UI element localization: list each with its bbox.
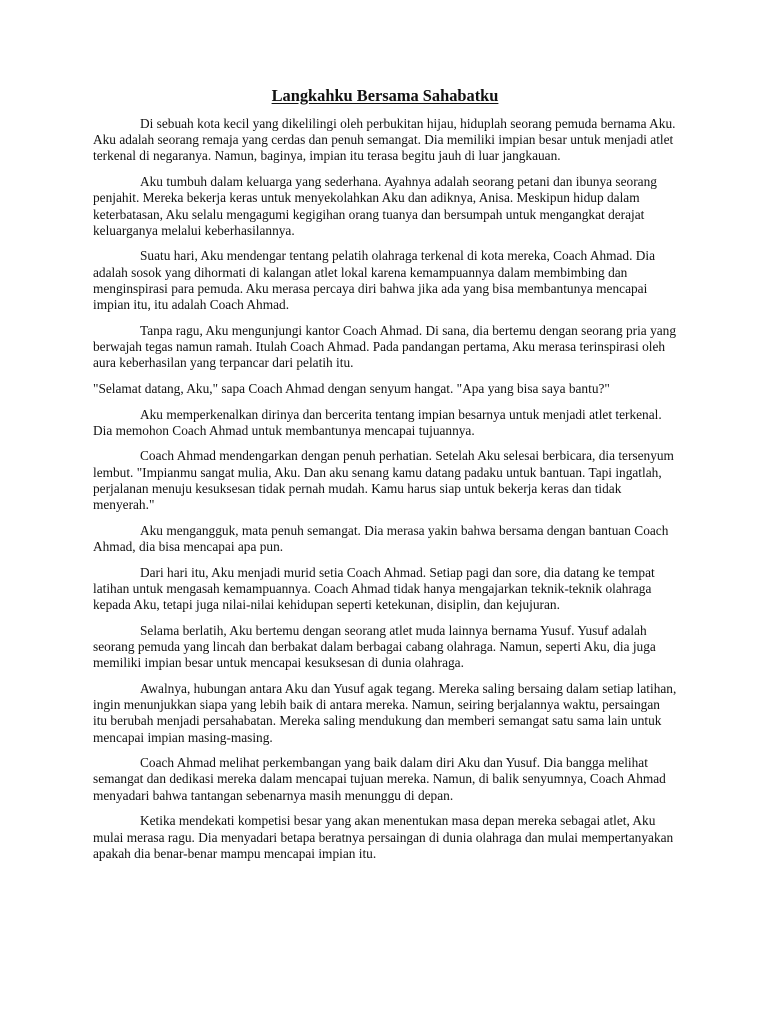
paragraph-11: Awalnya, hubungan antara Aku dan Yusuf agak tegang. Mereka saling bersaing dalam setiap latihan, ingin menunjukkan siapa yang lebih baik di antara mereka. Namun, seiring berjalannya waktu, persaingan itu berubah menjadi persahabatan. Mereka saling mendukung dan memberi semangat satu sama lain untuk mencapai impian masing-masing. [93,680,677,745]
paragraph-10: Selama berlatih, Aku bertemu dengan seorang atlet muda lainnya bernama Yusuf. Yusuf adalah seorang pemuda yang lincah dan berbakat dalam berbagai cabang olahraga. Namun, seperti Aku, dia juga memiliki impian besar untuk mencapai kesuksesan di dunia olahraga. [93,622,656,671]
paragraph-4: Tanpa ragu, Aku mengunjungi kantor Coach Ahmad. Di sana, dia bertemu dengan seorang pria yang berwajah tegas namun ramah. Itulah Coach Ahmad. Pada pandangan pertama, Aku merasa terinspirasi oleh aura keberhasilan yang terpancar dari pelatih itu. [93,322,677,371]
paragraph-13: Ketika mendekati kompetisi besar yang akan menentukan masa depan mereka sebagai atlet, Aku mulai merasa ragu. Dia menyadari betapa beratnya persaingan di dunia olahraga dan mulai mempertanyakan apakah dia benar-benar mampu mencapai impian itu. [93,813,674,861]
paragraph-2: Aku tumbuh dalam keluarga yang sederhana. Ayahnya adalah seorang petani dan ibunya seorang penjahit. Mereka bekerja keras untuk menyekolahkan Aku dan adiknya, Anisa. Meskipun hidup dalam keterbatasan, Aku selalu mengagumi kegigihan orang tuanya dan bersumpah untuk mengangkat derajat keluarganya melalui keberhasilannya. [93,174,657,238]
paragraph-6: Aku memperkenalkan dirinya dan bercerita tentang impian besarnya untuk menjadi atlet terkenal. Dia memohon Coach Ahmad untuk membantunya mencapai tujuannya. [93,406,662,438]
document-title: Langkahku Bersama Sahabatku [271,86,499,105]
document-page [93,86,677,871]
paragraph-7: Coach Ahmad mendengarkan dengan penuh perhatian. Setelah Aku selesai berbicara, dia tersenyum lembut. "Impianmu sangat mulia, Aku. Dan aku senang kamu datang padaku untuk bantuan. Tapi ingatlah, perjalanan menuju kesuksesan tidak pernah mudah. Kamu harus siap untuk bekerja keras dan tidak menyerah." [93,448,674,513]
paragraph-1: Di sebuah kota kecil yang dikelilingi oleh perbukitan hijau, hiduplah seorang pemuda bernama Aku. Aku adalah seorang remaja yang cerdas dan penuh semangat. Dia memiliki impian besar untuk menjadi atlet terkenal di negaranya. Namun, baginya, impian itu terasa begitu jauh di luar jangkauan. [93,116,676,164]
paragraph-12: Coach Ahmad melihat perkembangan yang baik dalam diri Aku dan Yusuf. Dia bangga melihat semangat dan dedikasi mereka dalam mencapai tujuan mereka. Namun, di balik senyumnya, Coach Ahmad menyadari bahwa tantangan sebenarnya masih menunggu di depan. [93,755,666,803]
paragraph-3: Suatu hari, Aku mendengar tentang pelatih olahraga terkenal di kota mereka, Coach Ahmad. Dia adalah sosok yang dihormati di kalangan atlet lokal karena kemampuannya dalam membimbing dan menginspirasi para pemuda. Aku merasa percaya diri bahwa jika ada yang bisa membantunya mencapai impian itu, itu adalah Coach Ahmad. [93,248,656,313]
paragraph-8: Aku mengangguk, mata penuh semangat. Dia merasa yakin bahwa bersama dengan bantuan Coach Ahmad, dia bisa mencapai apa pun. [93,522,669,554]
paragraph-5: "Selamat datang, Aku," sapa Coach Ahmad dengan senyum hangat. "Apa yang bisa saya bantu?" [93,380,610,396]
paragraph-9: Dari hari itu, Aku menjadi murid setia Coach Ahmad. Setiap pagi dan sore, dia datang ke tempat latihan untuk mengasah kemampuannya. Coach Ahmad tidak hanya mengajarkan teknik-teknik olahraga kepada Aku, tetapi juga nilai-nilai kehidupan seperti ketekunan, disiplin, dan kejujuran. [93,564,655,613]
